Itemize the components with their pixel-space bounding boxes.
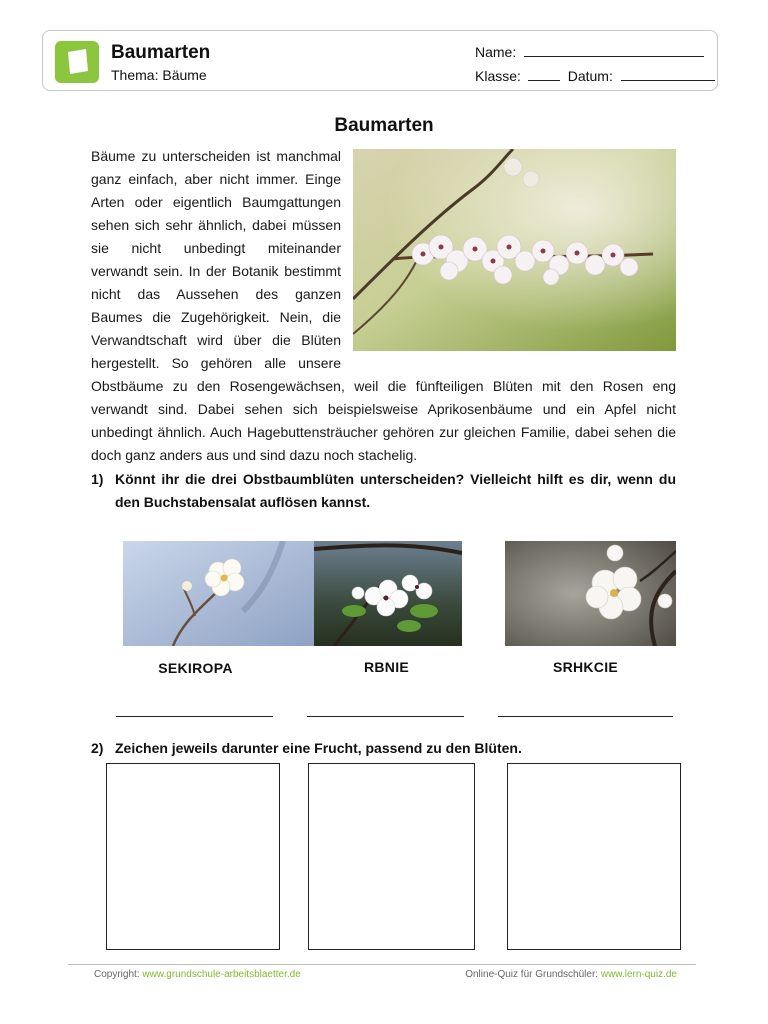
answer-line-3[interactable] xyxy=(498,716,673,717)
answer-line-1[interactable] xyxy=(116,716,273,717)
footer-copyright xyxy=(94,969,301,980)
intro-article xyxy=(91,145,676,467)
apricot-blossom-photo xyxy=(123,541,314,646)
question-1 xyxy=(91,468,676,514)
worksheet-header xyxy=(42,30,718,91)
footer-copyright-label: Copyright: xyxy=(94,969,140,980)
drawing-box-2[interactable] xyxy=(308,763,475,950)
pear-blossom-photo xyxy=(314,541,462,646)
header-subtitle: Thema: Bäume xyxy=(111,67,207,83)
question-1-text: Könnt ihr die drei Obstbaumblüten unterscheiden? Vielleicht hilft es dir, wenn du den Buchstabensalat auflösen kannst. xyxy=(115,471,676,510)
article-text: Bäume zu unterscheiden ist manchmal ganz einfach, aber nicht immer. Einge Arten oder eigentlich Baumgattungen sehen sich sehr ähnlich, dabei müssen sie nicht unbedingt miteinander verwandt sein. In der Botanik bestimmt nicht das Aussehen des ganzen Baumes die Zugehörigkeit. Nein, die Verwandtschaft wird über die Blüten hergestellt. So gehören alle unsere Obstbäume zu den Rosengewächsen, weil die fünfteiligen Blüten mit den Rosen eng verwandt sind. Dabei sehen sich beispielsweise Aprikosenbäume und ein Apfel nicht unbedingt ähnlich. Auch Hagebuttensträucher gehören zur gleichen Familie, dabei sehen die doch ganz anders aus und sind dazu noch stachelig. xyxy=(91,148,676,463)
name-label: Name: xyxy=(475,44,517,60)
class-label: Klasse: xyxy=(475,68,521,84)
drawing-box-1[interactable] xyxy=(106,763,280,950)
date-label: Datum: xyxy=(567,68,613,84)
footer-quiz-link[interactable]: www.lern-quiz.de xyxy=(600,969,677,980)
footer-quiz xyxy=(465,969,677,980)
class-date-field[interactable] xyxy=(475,68,715,84)
blossom-branch-photo xyxy=(353,149,676,351)
question-2 xyxy=(91,737,676,760)
footer-quiz-label: Online-Quiz für Grundschüler: xyxy=(465,969,599,980)
scramble-word-2: RBNIE xyxy=(363,659,410,675)
class-input-line[interactable] xyxy=(528,68,560,81)
question-2-number: 2) xyxy=(91,740,104,756)
scramble-word-3: SRHKCIE xyxy=(552,659,619,675)
scramble-word-1: SEKIROPA xyxy=(158,660,233,676)
question-2-text: Zeichen jeweils darunter eine Frucht, passend zu den Blüten. xyxy=(115,740,522,756)
drawing-box-3[interactable] xyxy=(507,763,681,950)
footer-copyright-link[interactable]: www.grundschule-arbeitsblaetter.de xyxy=(142,969,301,980)
lern-logo-icon xyxy=(55,41,99,83)
footer-divider xyxy=(68,964,696,965)
question-1-number: 1) xyxy=(91,471,104,487)
header-title: Baumarten xyxy=(111,42,211,63)
page-title: Baumarten xyxy=(334,115,434,136)
date-input-line[interactable] xyxy=(621,68,715,81)
name-field[interactable] xyxy=(475,44,704,60)
answer-line-2[interactable] xyxy=(307,716,464,717)
name-input-line[interactable] xyxy=(524,44,704,57)
cherry-blossom-photo xyxy=(505,541,676,646)
